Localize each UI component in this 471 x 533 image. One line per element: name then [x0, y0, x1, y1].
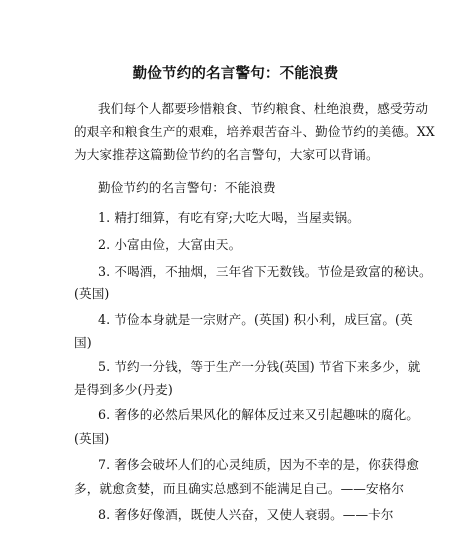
quote-6-line-1: 6. 奢侈的必然后果风化的解体反过来又引起趣味的腐化。 — [98, 407, 419, 422]
intro-line-3: 为大家推荐这篇勤俭节约的名言警句，大家可以背诵。 — [74, 147, 379, 162]
quote-7-line-2: 多，就愈贪婪，而且确实总感到不能满足自己。——安格尔 — [74, 481, 405, 496]
quote-5-line-1: 5. 节约一分钱，等于生产一分钱(英国) 节省下来多少，就 — [98, 359, 421, 374]
intro-line-1: 我们每个人都要珍惜粮食、节约粮食、杜绝浪费，感受劳动 — [98, 101, 429, 116]
quote-8-line-1: 8. 奢侈好像酒，既使人兴奋，又使人衰弱。——卡尔 — [98, 507, 394, 522]
quote-1: 1. 精打细算，有吃有穿;大吃大喝，当屋卖锅。 — [98, 210, 360, 225]
quote-3-line-2: (英国) — [74, 286, 110, 301]
quote-4-line-2: 国) — [74, 335, 92, 350]
quote-2: 2. 小富由俭，大富由天。 — [98, 237, 242, 252]
quote-3-line-1: 3. 不喝酒，不抽烟，三年省下无数钱。节俭是致富的秘诀。 — [98, 264, 432, 279]
quote-6-line-2: (英国) — [74, 431, 110, 446]
quote-7-line-1: 7. 奢侈会破坏人们的心灵纯质，因为不幸的是，你获得愈 — [98, 457, 419, 472]
quote-5-line-2: 是得到多少(丹麦) — [74, 382, 173, 397]
section-subtitle: 勤俭节约的名言警句：不能浪费 — [98, 180, 276, 195]
quote-4-line-1: 4. 节俭本身就是一宗财产。(英国) 积小利，成巨富。(英 — [98, 312, 413, 327]
intro-line-2: 的艰辛和粮食生产的艰难，培养艰苦奋斗、勤俭节约的美德。XX — [74, 124, 435, 139]
document-title: 勤俭节约的名言警句：不能浪费 — [132, 65, 339, 82]
